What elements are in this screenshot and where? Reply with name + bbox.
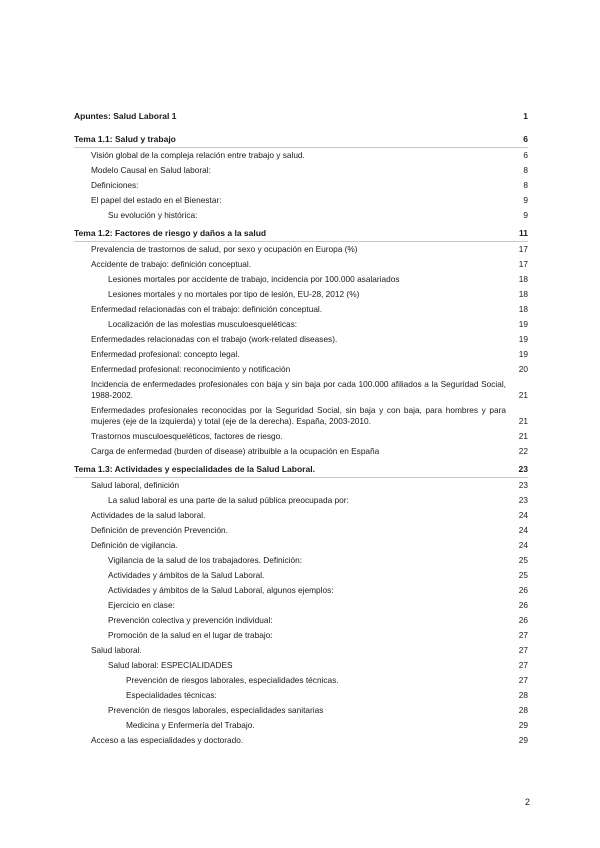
table-of-contents — [74, 109, 528, 748]
toc-entry[interactable] — [74, 598, 528, 613]
toc-entry[interactable] — [74, 538, 528, 553]
toc-entry-title: Tema 1.1: Salud y trabajo — [74, 134, 176, 144]
toc-entry-page: 17 — [518, 259, 528, 269]
toc-entry-page: 24 — [518, 510, 528, 520]
toc-entry[interactable] — [74, 193, 528, 208]
toc-entry[interactable] — [74, 272, 528, 287]
toc-entry-title: Incidencia de enfermedades profesionales con baja y sin baja por cada 100.000 afiliados a la Seguridad Social, 1988-2002. — [91, 379, 506, 400]
toc-entry[interactable] — [74, 178, 528, 193]
toc-entry-title: Especialidades técnicas: — [126, 690, 217, 700]
toc-entry[interactable] — [74, 444, 528, 459]
toc-entry-title: Acceso a las especialidades y doctorado. — [91, 735, 244, 745]
toc-entry[interactable] — [74, 257, 528, 272]
toc-entry-page: 21 — [518, 431, 528, 441]
toc-entry-title: Apuntes: Salud Laboral 1 — [74, 111, 177, 121]
toc-entry-page: 21 — [518, 416, 528, 426]
toc-entry-page: 18 — [518, 304, 528, 314]
toc-entry[interactable] — [74, 347, 528, 362]
toc-entry[interactable] — [74, 583, 528, 598]
toc-entry-title: Lesiones mortales por accidente de trabajo, incidencia por 100.000 asalariados — [108, 274, 400, 284]
toc-entry-title: Visión global de la compleja relación entre trabajo y salud. — [91, 150, 305, 160]
toc-entry-page: 27 — [518, 630, 528, 640]
toc-entry-title: Enfermedad profesional: reconocimiento y notificación — [91, 364, 291, 374]
toc-entry[interactable] — [74, 673, 528, 688]
toc-entry[interactable] — [74, 628, 528, 643]
toc-entry[interactable] — [74, 613, 528, 628]
toc-entry-title: Prevalencia de trastornos de salud, por sexo y ocupación en Europa (%) — [91, 244, 358, 254]
toc-entry-page: 27 — [518, 675, 528, 685]
toc-entry-page: 26 — [518, 615, 528, 625]
toc-entry-title: Salud laboral: ESPECIALIDADES — [108, 660, 233, 670]
toc-entry-page: 20 — [518, 364, 528, 374]
toc-entry-page: 9 — [523, 195, 528, 205]
toc-entry-title: Definición de vigilancia. — [91, 540, 178, 550]
toc-entry[interactable] — [74, 478, 528, 493]
toc-entry[interactable] — [74, 429, 528, 444]
toc-entry-title: Localización de las molestias musculoesqueléticas: — [108, 319, 298, 329]
toc-entry-page: 19 — [518, 319, 528, 329]
toc-entry[interactable] — [74, 132, 528, 148]
toc-entry-title: Tema 1.2: Factores de riesgo y daños a la salud — [74, 228, 267, 238]
toc-entry-title: Salud laboral, definición — [91, 480, 180, 490]
toc-entry-page: 21 — [518, 390, 528, 400]
toc-entry-title: Vigilancia de la salud de los trabajadores. Definición: — [108, 555, 303, 565]
toc-entry[interactable] — [74, 163, 528, 178]
toc-entry-page: 24 — [518, 525, 528, 535]
toc-entry-title: El papel del estado en el Bienestar: — [91, 195, 222, 205]
toc-entry-page: 1 — [523, 111, 528, 121]
toc-entry[interactable] — [74, 332, 528, 347]
toc-entry-page: 23 — [518, 464, 528, 474]
toc-entry[interactable] — [74, 109, 528, 124]
toc-entry[interactable] — [74, 553, 528, 568]
toc-entry[interactable] — [74, 508, 528, 523]
toc-entry-page: 6 — [523, 134, 528, 144]
toc-entry-page: 17 — [518, 244, 528, 254]
toc-entry-page: 11 — [519, 228, 528, 238]
toc-entry[interactable] — [74, 226, 528, 242]
toc-entry-title: Actividades y ámbitos de la Salud Laboral. — [108, 570, 265, 580]
toc-entry[interactable] — [74, 287, 528, 302]
toc-entry-page: 19 — [518, 349, 528, 359]
toc-entry[interactable] — [74, 403, 528, 429]
toc-entry-title: Enfermedades profesionales reconocidas por la Seguridad Social, sin baja y con baja, para hombres y para mujeres (eje de la izquierda) y total (eje de la derecha). España, 2003-2010. — [91, 405, 506, 426]
toc-entry-page: 8 — [523, 180, 528, 190]
toc-entry-title: La salud laboral es una parte de la salud pública preocupada por: — [108, 495, 349, 505]
toc-entry-page: 26 — [518, 600, 528, 610]
toc-entry[interactable] — [74, 658, 528, 673]
toc-entry[interactable] — [74, 148, 528, 163]
toc-entry-page: 23 — [518, 495, 528, 505]
toc-entry-title: Enfermedad profesional: concepto legal. — [91, 349, 240, 359]
toc-entry-page: 28 — [518, 690, 528, 700]
toc-entry-title: Ejercicio en clase: — [108, 600, 175, 610]
toc-entry[interactable] — [74, 568, 528, 583]
toc-entry-title: Tema 1.3: Actividades y especialidades de la Salud Laboral. — [74, 464, 315, 474]
toc-entry-title: Actividades de la salud laboral. — [91, 510, 206, 520]
toc-entry-title: Medicina y Enfermería del Trabajo. — [126, 720, 255, 730]
toc-entry[interactable] — [74, 733, 528, 748]
toc-entry-title: Prevención de riesgos laborales, especialidades sanitarias — [108, 705, 324, 715]
toc-entry[interactable] — [74, 302, 528, 317]
toc-entry-title: Prevención colectiva y prevención individual: — [108, 615, 273, 625]
toc-entry-page: 27 — [518, 660, 528, 670]
toc-entry-page: 24 — [518, 540, 528, 550]
toc-entry[interactable] — [74, 688, 528, 703]
toc-entry-page: 29 — [518, 720, 528, 730]
toc-entry[interactable] — [74, 208, 528, 223]
page-number: 2 — [524, 797, 530, 807]
toc-entry[interactable] — [74, 462, 528, 478]
toc-entry-page: 27 — [518, 645, 528, 655]
toc-entry-title: Promoción de la salud en el lugar de trabajo: — [108, 630, 273, 640]
toc-entry-title: Actividades y ámbitos de la Salud Laboral, algunos ejemplos: — [108, 585, 334, 595]
toc-entry-title: Modelo Causal en Salud laboral: — [91, 165, 211, 175]
toc-entry-page: 28 — [518, 705, 528, 715]
toc-entry-title: Trastornos musculoesqueléticos, factores de riesgo. — [91, 431, 283, 441]
toc-entry-page: 25 — [518, 570, 528, 580]
toc-entry-title: Salud laboral. — [91, 645, 142, 655]
toc-entry[interactable] — [74, 362, 528, 377]
toc-entry-page: 23 — [518, 480, 528, 490]
toc-entry[interactable] — [74, 523, 528, 538]
toc-entry-page: 18 — [518, 289, 528, 299]
toc-entry-page: 6 — [523, 150, 528, 160]
toc-entry-page: 26 — [518, 585, 528, 595]
toc-entry-page: 22 — [518, 446, 528, 456]
toc-entry-page: 25 — [518, 555, 528, 565]
toc-entry-title: Su evolución y histórica: — [108, 210, 198, 220]
toc-entry-title: Enfermedades relacionadas con el trabajo (work-related diseases). — [91, 334, 338, 344]
toc-entry-page: 18 — [518, 274, 528, 284]
toc-entry-title: Definiciones: — [91, 180, 139, 190]
toc-entry-title: Enfermedad relacionadas con el trabajo: definición conceptual. — [91, 304, 323, 314]
toc-entry-page: 29 — [518, 735, 528, 745]
toc-entry-title: Carga de enfermedad (burden of disease) atribuible a la ocupación en España — [91, 446, 380, 456]
toc-entry[interactable] — [74, 377, 528, 403]
toc-entry-title: Definición de prevención Prevención. — [91, 525, 228, 535]
toc-entry[interactable] — [74, 703, 528, 718]
toc-entry-page: 19 — [518, 334, 528, 344]
toc-entry-title: Prevención de riesgos laborales, especialidades técnicas. — [126, 675, 339, 685]
toc-entry[interactable] — [74, 718, 528, 733]
toc-entry-title: Lesiones mortales y no mortales por tipo de lesión, EU-28, 2012 (%) — [108, 289, 360, 299]
toc-entry-page: 8 — [523, 165, 528, 175]
toc-entry[interactable] — [74, 317, 528, 332]
toc-entry[interactable] — [74, 242, 528, 257]
toc-entry-title: Accidente de trabajo: definición conceptual. — [91, 259, 252, 269]
toc-entry[interactable] — [74, 643, 528, 658]
toc-entry[interactable] — [74, 493, 528, 508]
toc-entry-page: 9 — [523, 210, 528, 220]
